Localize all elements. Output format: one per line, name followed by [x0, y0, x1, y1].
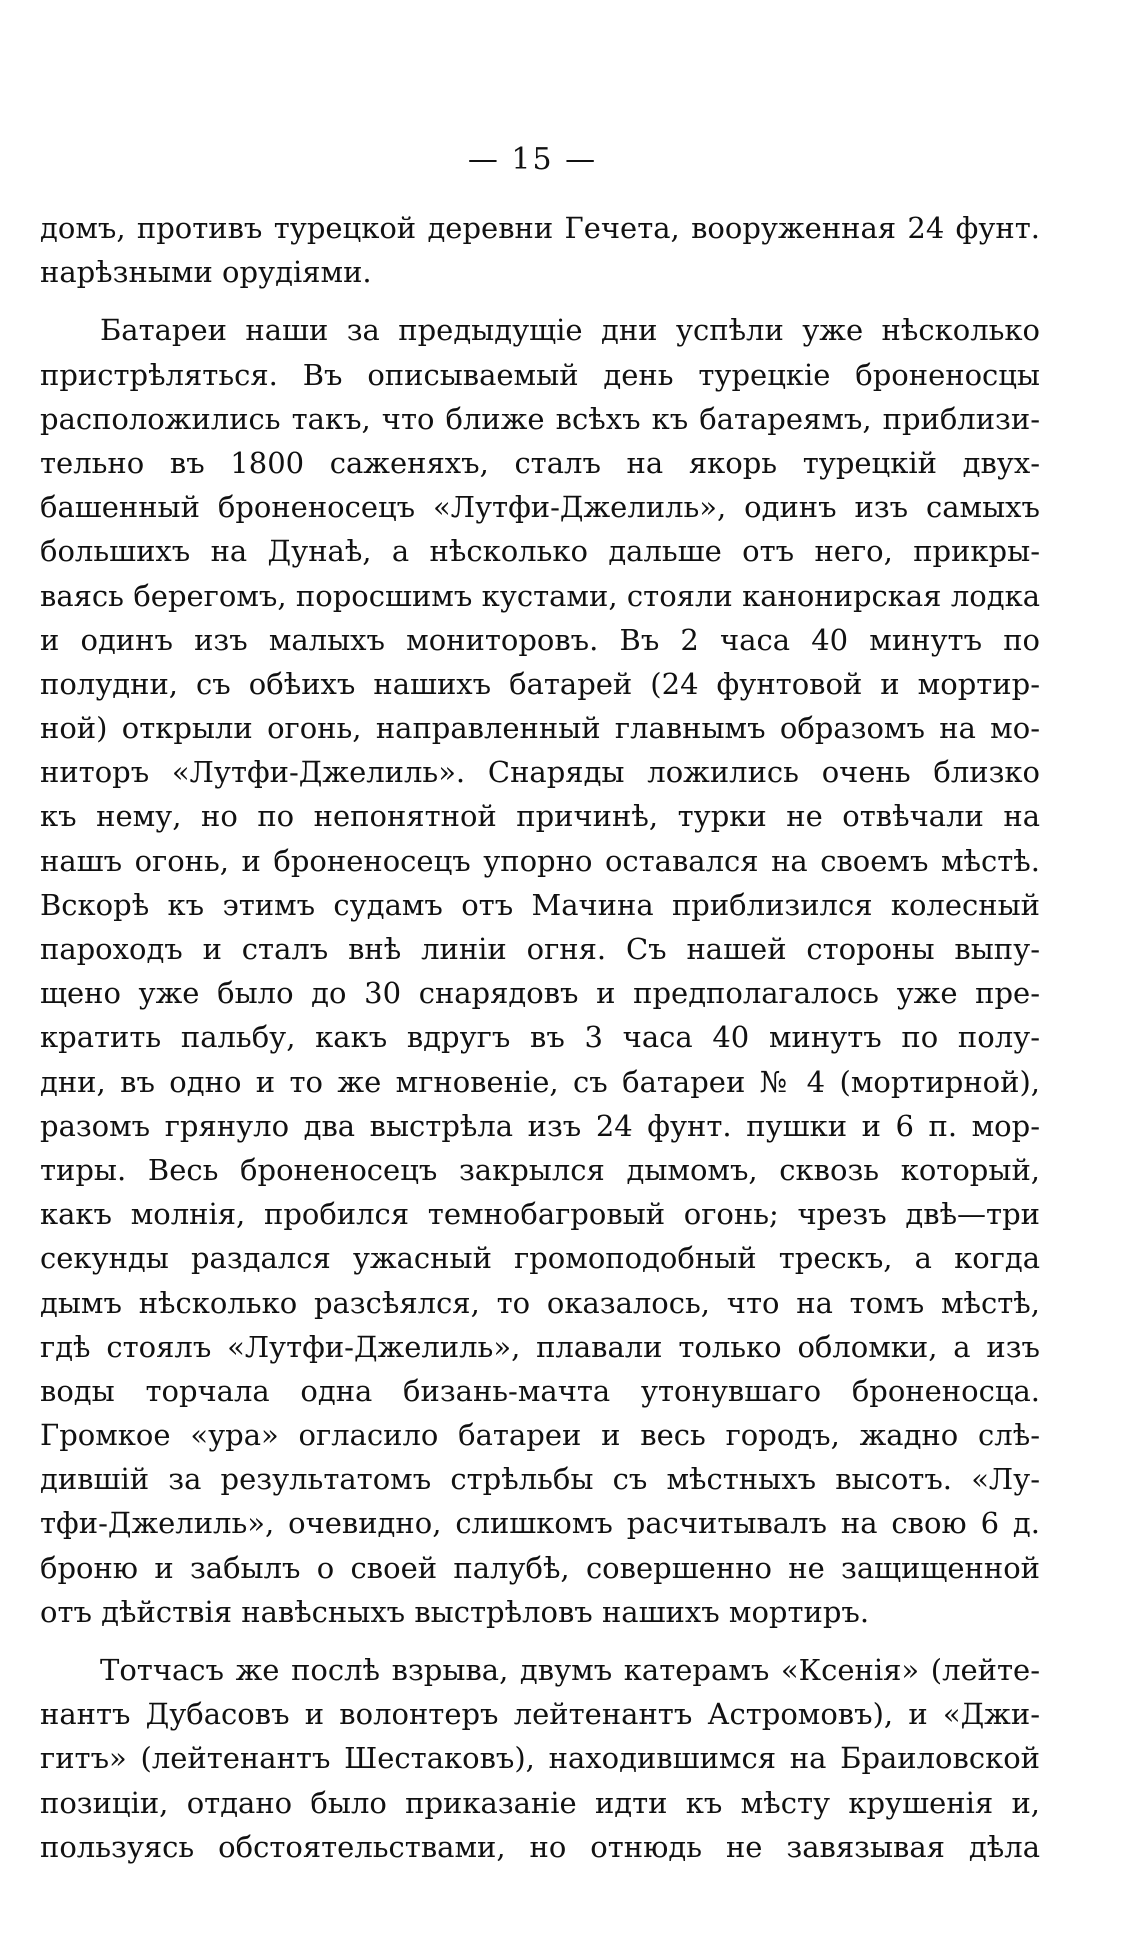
text-line: тфи-Джелиль», очевидно, слишкомъ расчитывалъ на свою 6 д.: [40, 1506, 1040, 1541]
text-line: ниторъ «Лутфи-Джелиль». Снаряды ложились очень близко: [40, 755, 1040, 790]
text-line: гитъ» (лейтенантъ Шестаковъ), находившимся на Браиловской: [40, 1741, 1040, 1776]
text-line: расположились такъ, что ближе всѣхъ къ батареямъ, приблизи-: [40, 401, 1040, 436]
text-line: дни, въ одно и то же мгновеніе, съ батареи № 4 (мортирной),: [40, 1064, 1040, 1099]
text-line: Вскорѣ къ этимъ судамъ отъ Мачина приблизился колесный: [40, 887, 1040, 922]
text-line: полудни, съ обѣихъ нашихъ батарей (24 фунтовой и мортир-: [40, 666, 1040, 701]
text-line: броню и забылъ о своей палубѣ, совершенно не защищенной: [40, 1550, 1040, 1585]
text-line: и одинъ изъ малыхъ мониторовъ. Въ 2 часа 40 минутъ по: [40, 622, 1040, 657]
text-line: дившій за результатомъ стрѣльбы съ мѣстныхъ высотъ. «Лу-: [40, 1462, 1040, 1497]
text-line: ной) открыли огонь, направленный главнымъ образомъ на мо-: [40, 711, 1040, 746]
text-line: секунды раздался ужасный громоподобный трескъ, а когда: [40, 1241, 1040, 1276]
text-line: воды торчала одна бизань-мачта утонувшаго броненосца.: [40, 1373, 1040, 1408]
text-line: щено уже было до 30 снарядовъ и предполагалось уже пре-: [40, 976, 1040, 1011]
text-line: разомъ грянуло два выстрѣла изъ 24 фунт. пушки и 6 п. мор-: [40, 1108, 1040, 1143]
text-line: пристрѣляться. Въ описываемый день турецкіе броненосцы: [40, 357, 1040, 392]
text-line: пароходъ и сталъ внѣ линіи огня. Съ нашей стороны выпу-: [40, 932, 1040, 966]
text-line: позиціи, отдано было приказаніе идти къ мѣсту крушенія и,: [40, 1785, 1040, 1820]
body-text: [40, 206, 1040, 1869]
text-line: большихъ на Дунаѣ, а нѣсколько дальше отъ него, прикры-: [40, 534, 1040, 569]
text-line: кратить пальбу, какъ вдругъ въ 3 часа 40 минутъ по полу-: [40, 1020, 1040, 1055]
text-line: домъ, противъ турецкой деревни Гечета, вооруженная 24 фунт.: [40, 211, 1040, 245]
text-line: къ нему, но по непонятной причинѣ, турки не отвѣчали на: [40, 799, 1040, 834]
paragraph-gap: [40, 1634, 1040, 1648]
text-line: башенный броненосецъ «Лутфи-Джелиль», одинъ изъ самыхъ: [40, 490, 1040, 525]
text-line: дымъ нѣсколько разсѣялся, то оказалось, что на томъ мѣстѣ,: [40, 1285, 1040, 1320]
text-line: нашъ огонь, и броненосецъ упорно оставался на своемъ мѣстѣ.: [40, 843, 1040, 878]
text-line: Тотчасъ же послѣ взрыва, двумъ катерамъ «Ксенія» (лейте-: [100, 1653, 1040, 1687]
text-line: отъ дѣйствія навѣсныхъ выстрѣловъ нашихъ мортиръ.: [40, 1594, 870, 1629]
text-line: ваясь берегомъ, поросшимъ кустами, стояли канонирская лодка: [40, 578, 1040, 613]
paragraph-gap: [40, 294, 1040, 308]
text-line: гдѣ стоялъ «Лутфи-Джелиль», плавали только обломки, а изъ: [40, 1329, 1040, 1364]
text-line: тиры. Весь броненосецъ закрылся дымомъ, сквозь который,: [40, 1152, 1040, 1187]
text-line: нарѣзными орудіями.: [40, 255, 372, 290]
text-line: тельно въ 1800 саженяхъ, сталъ на якорь турецкій двух-: [40, 445, 1040, 480]
text-line: нантъ Дубасовъ и волонтеръ лейтенантъ Астромовъ), и «Джи-: [40, 1697, 1040, 1732]
page-number: — 15 —: [467, 142, 598, 177]
text-line: Громкое «ура» огласило батареи и весь городъ, жадно слѣ-: [40, 1418, 1040, 1453]
text-line: пользуясь обстоятельствами, но отнюдь не завязывая дѣла: [40, 1829, 1040, 1864]
text-line: Батареи наши за предыдущіе дни успѣли уже нѣсколько: [100, 313, 1040, 348]
text-line: какъ молнія, пробился темнобагровый огонь; чрезъ двѣ—три: [40, 1197, 1040, 1232]
